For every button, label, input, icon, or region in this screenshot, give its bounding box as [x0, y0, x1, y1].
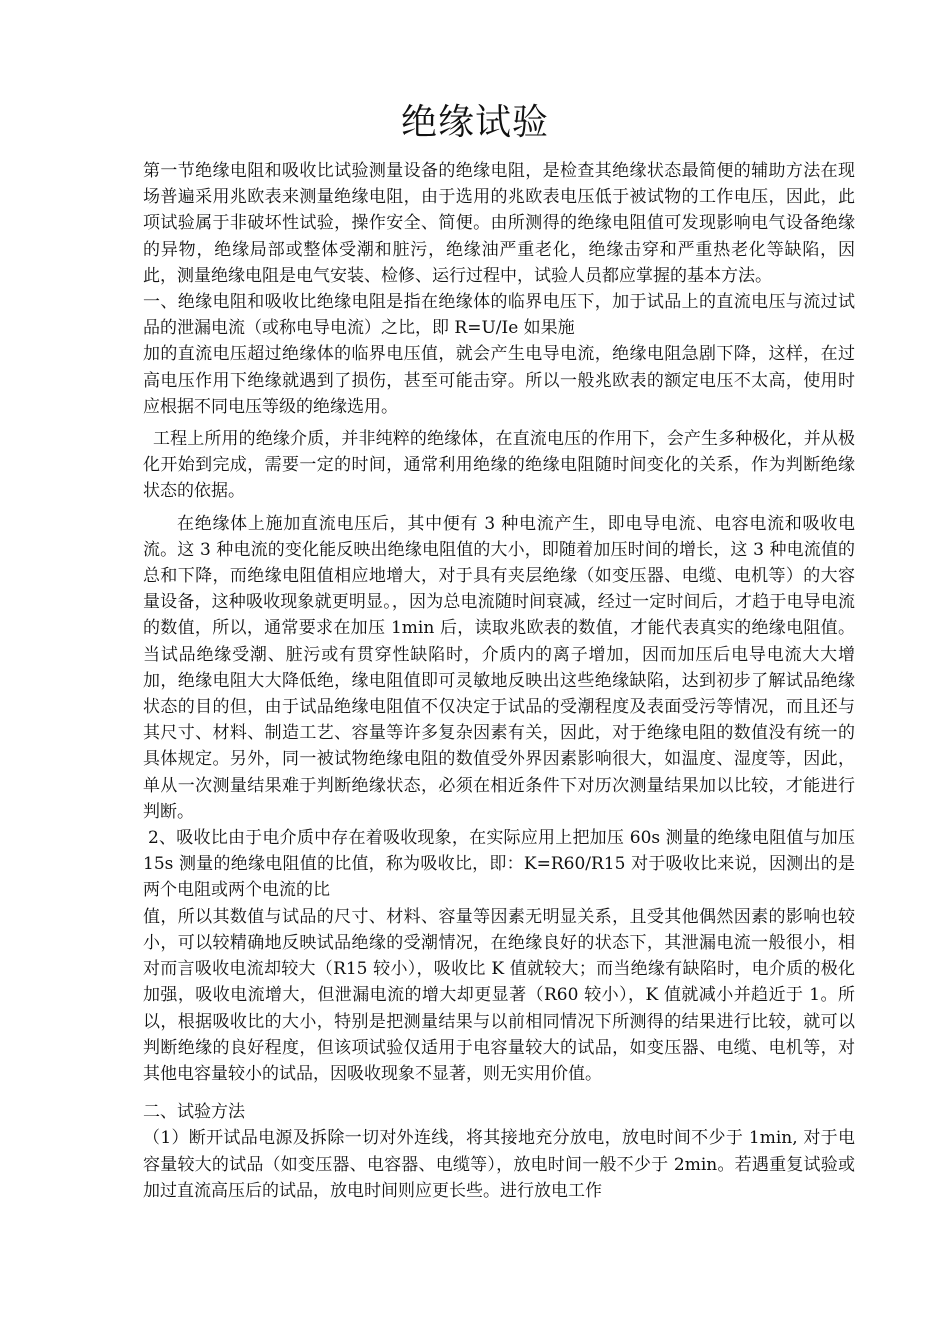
paragraph-test-step-1: （1）断开试品电源及拆除一切对外连线，将其接地充分放电，放电时间不少于 1min, 对于电容量较大的试品（如变压器、电容器、电缆等），放电时间一般不少于 2min。若遇重复试验或加过直流高压后的试品，放电时间则应更长些。进行放电工作 — [143, 1128, 855, 1201]
paragraph-section-1-heading: 一、绝缘电阻和吸收比绝缘电阻是指在绝缘体的临界电压下，加于试品上的直流电压与流过试品的泄漏电流（或称电导电流）之比，即 R=U/Ie 如果施 — [143, 292, 855, 339]
paragraph-absorption-ratio-continued: 值，所以其数值与试品的尺寸、材料、容量等因素无明显关系，且受其他偶然因素的影响也较小，可以较精确地反映试品绝缘的受潮情况，在绝缘良好的状态下，其泄漏电流一般很小，相对而言吸收电流却较大（R15 较小），吸收比 K 值就较大；而当绝缘有缺陷时，电介质的极化加强，吸收电流增大，但泄漏电流的增大却更显著（R60 较小），K 值就减小并趋近于 1。所以，根据吸收比的大小，特别是把测量结果与以前相同情况下所测得的结果进行比较，就可以判断绝缘的良好程度，但该项试验仅适用于电容量较大的试品，如变压器、电缆、电机等，对其他电容量较小的试品，因吸收现象不显著，则无实用价值。 — [143, 906, 855, 1084]
paragraph-intro: 第一节绝缘电阻和吸收比试验测量设备的绝缘电阻，是检查其绝缘状态最简便的辅助方法在现场普遍采用兆欧表来测量绝缘电阻，由于选用的兆欧表电压低于被试物的工作电压，因此，此项试验属于非破坏性试验，操作安全、简便。由所测得的绝缘电阻值可发现影响电气设备绝缘的异物，绝缘局部或整体受潮和脏污，绝缘油严重老化，绝缘击穿和严重热老化等缺陷，因此，测量绝缘电阻是电气安装、检修、运行过程中，试验人员都应掌握的基本方法。 — [143, 161, 855, 286]
paragraph-three-currents: 在绝缘体上施加直流电压后，其中便有 3 种电流产生，即电导电流、电容电流和吸收电流。这 3 种电流的变化能反映出绝缘电阻值的大小，即随着加压时间的增长，这 3 种电流值的总和下降，而绝缘电阻值相应地增大，对于具有夹层绝缘（如变压器、电缆、电机等）的大容量设备，这种吸收现象就更明显。，因为总电流随时间衰减，经过一定时间后，才趋于电导电流的数值，所以，通常要求在加压 1min 后，读取兆欧表的数值，才能代表真实的绝缘电阻值。当试品绝缘受潮、脏污或有贯穿性缺陷时，介质内的离子增加，因而加压后电导电流大大增加，绝缘电阻大大降低绝，缘电阻值即可灵敏地反映出这些绝缘缺陷，达到初步了解试品绝缘状态的目的但，由于试品绝缘电阻值不仅决定于试品的受潮程度及表面受污等情况，而且还与其尺寸、材料、制造工艺、容量等许多复杂因素有关，因此，对于绝缘电阻的数值没有统一的具体规定。另外，同一被试物绝缘电阻的数值受外界因素影响很大，如温度、湿度等，因此，单从一次测量结果难于判断绝缘状态，必须在相近条件下对历次测量结果加以比较，才能进行判断。 — [143, 513, 855, 822]
section-heading-test-method: 二、试验方法 — [143, 1102, 245, 1123]
paragraph-absorption-ratio: 2、吸收比由于电介质中存在着吸收现象，在实际应用上把加压 60s 测量的绝缘电阻值与加压 15s 测量的绝缘电阻值的比值，称为吸收比，即：K=R60/R15 对于吸收比来说，因测出的是两个电阻或两个电流的比 — [143, 828, 855, 901]
document-body — [143, 158, 855, 1204]
paragraph-section-1-continued: 加的直流电压超过绝缘体的临界电压值，就会产生电导电流，绝缘电阻急剧下降，这样，在过高电压作用下绝缘就遇到了损伤，甚至可能击穿。所以一般兆欧表的额定电压不太高，使用时应根据不同电压等级的绝缘选用。 — [143, 344, 855, 417]
paragraph-polarization: 工程上所用的绝缘介质，并非纯粹的绝缘体，在直流电压的作用下，会产生多种极化，并从极化开始到完成，需要一定的时间，通常利用绝缘的绝缘电阻随时间变化的关系，作为判断绝缘状态的依据。 — [143, 429, 855, 502]
document-title: 绝缘试验 — [400, 102, 549, 143]
